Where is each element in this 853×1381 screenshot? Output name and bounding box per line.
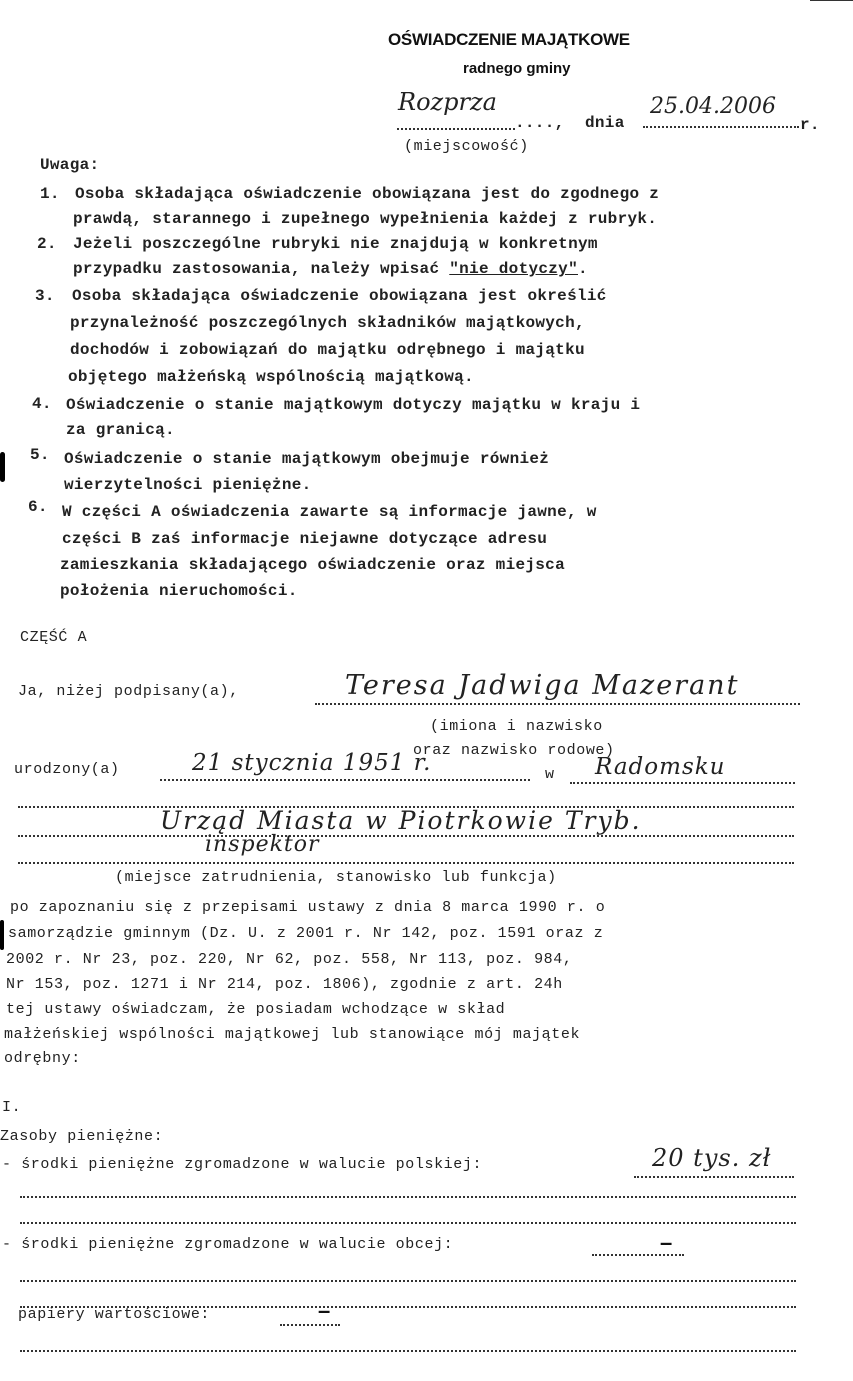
dotted-line (20, 1280, 796, 1282)
part-a-heading: CZĘŚĆ A (20, 629, 88, 646)
statement-line: odrębny: (4, 1050, 81, 1067)
birth-place-value: Radomsku (595, 754, 726, 780)
pln-funds-dotted-line (634, 1176, 794, 1178)
securities-value: – (318, 1298, 331, 1323)
notes-heading: Uwaga: (40, 156, 100, 174)
securities-dotted-line (280, 1324, 340, 1326)
dotted-line (20, 1222, 796, 1224)
dotted-line (20, 1350, 796, 1352)
note-line: za granicą. (66, 421, 175, 439)
note-line: W części A oświadczenia zawarte są informacje jawne, w (62, 503, 597, 521)
note-line: Oświadczenie o stanie majątkowym dotyczy majątku w kraju i (66, 396, 641, 414)
employment-value: Urząd Miasta w Piotrkowie Tryb. (160, 806, 642, 835)
section-number: I. (2, 1099, 22, 1116)
name-caption-2: oraz nazwisko rodowe) (413, 742, 615, 759)
place-value: Rozprza (398, 88, 497, 116)
note-line-tail: . (578, 260, 588, 278)
name-value: Teresa Jadwiga Mazerant (345, 670, 740, 701)
statement-line: 2002 r. Nr 23, poz. 220, Nr 62, poz. 558, Nr 113, poz. 984, (6, 951, 573, 968)
document-title: OŚWIADCZENIE MAJĄTKOWE (388, 30, 630, 49)
position-dotted-line (18, 862, 794, 864)
note-line: dochodów i zobowiązań do majątku odrębnego i majątku (70, 341, 585, 359)
place-dots: ...., (515, 114, 565, 132)
note-line: Osoba składająca oświadczenie obowiązana jest określić (72, 287, 607, 305)
birth-date-value: 21 stycznia 1951 r. (192, 750, 432, 776)
note-line: wierzytelności pieniężne. (64, 476, 312, 494)
note-line: położenia nieruchomości. (60, 582, 298, 600)
note-line: przynależność poszczególnych składników majątkowych, (70, 314, 585, 332)
foreign-funds-label: - środki pieniężne zgromadzone w walucie obcej: (2, 1236, 454, 1253)
pln-funds-value: 20 tys. zł (652, 1144, 772, 1172)
place-dotted-line (397, 128, 515, 130)
employment-caption: (miejsce zatrudnienia, stanowisko lub funkcja) (115, 869, 557, 886)
note-line: objętego małżeńską wspólnością majątkową. (68, 368, 474, 386)
statement-line: małżeńskiej wspólności majątkowej lub stanowiące mój majątek (4, 1026, 581, 1043)
note-line: Oświadczenie o stanie majątkowym obejmuje również (64, 450, 550, 468)
section-heading: Zasoby pieniężne: (0, 1128, 164, 1145)
foreign-funds-value: – (660, 1230, 673, 1255)
birth-date-dotted-line (160, 779, 530, 781)
note-line: Osoba składająca oświadczenie obowiązana jest do zgodnego z (75, 185, 660, 203)
date-label: dnia (585, 114, 625, 132)
born-in-label: w (545, 766, 555, 783)
employment-dotted-line (18, 835, 794, 837)
statement-line: Nr 153, poz. 1271 i Nr 214, poz. 1806), zgodnie z art. 24h (6, 976, 563, 993)
pln-funds-label: - środki pieniężne zgromadzone w walucie polskiej: (2, 1156, 483, 1173)
not-applicable-quote: "nie dotyczy" (449, 260, 578, 278)
year-suffix: r. (800, 116, 820, 134)
note-number: 4. (32, 395, 52, 413)
note-number: 5. (30, 446, 50, 464)
statement-line: samorządzie gminnym (Dz. U. z 2001 r. Nr 142, poz. 1591 oraz z (8, 925, 604, 942)
statement-line: tej ustawy oświadczam, że posiadam wchodzące w skład (6, 1001, 506, 1018)
note-line: zamieszkania składającego oświadczenie oraz miejsca (60, 556, 565, 574)
born-label: urodzony(a) (14, 761, 120, 778)
scan-edge-line (810, 0, 853, 1)
signed-label: Ja, niżej podpisany(a), (18, 683, 239, 700)
punch-hole-mark (0, 920, 4, 950)
name-caption-1: (imiona i nazwisko (430, 718, 603, 735)
note-line: przypadku zastosowania, należy wpisać (73, 260, 440, 278)
note-line: prawdą, starannego i zupełnego wypełnienia każdej z rubryk. (73, 210, 658, 228)
note-line: Jeżeli poszczególne rubryki nie znajdują w konkretnym (73, 235, 598, 253)
place-caption: (miejscowość) (404, 138, 529, 155)
dotted-line (20, 1196, 796, 1198)
date-value: 25.04.2006 (650, 94, 776, 119)
securities-label: papiery wartościowe: (18, 1306, 211, 1323)
position-value: inspektor (205, 832, 320, 857)
birth-place-dotted-line (570, 782, 795, 784)
note-line: części B zaś informacje niejawne dotyczące adresu (62, 530, 548, 548)
note-number: 2. (37, 235, 57, 253)
name-dotted-line (315, 703, 800, 705)
date-dotted-line (643, 126, 799, 128)
note-number: 1. (40, 185, 60, 203)
document-subtitle: radnego gminy (463, 60, 571, 77)
statement-line: po zapoznaniu się z przepisami ustawy z dnia 8 marca 1990 r. o (10, 899, 606, 916)
punch-hole-mark (0, 452, 5, 482)
note-number: 6. (28, 498, 48, 516)
note-number: 3. (35, 287, 55, 305)
